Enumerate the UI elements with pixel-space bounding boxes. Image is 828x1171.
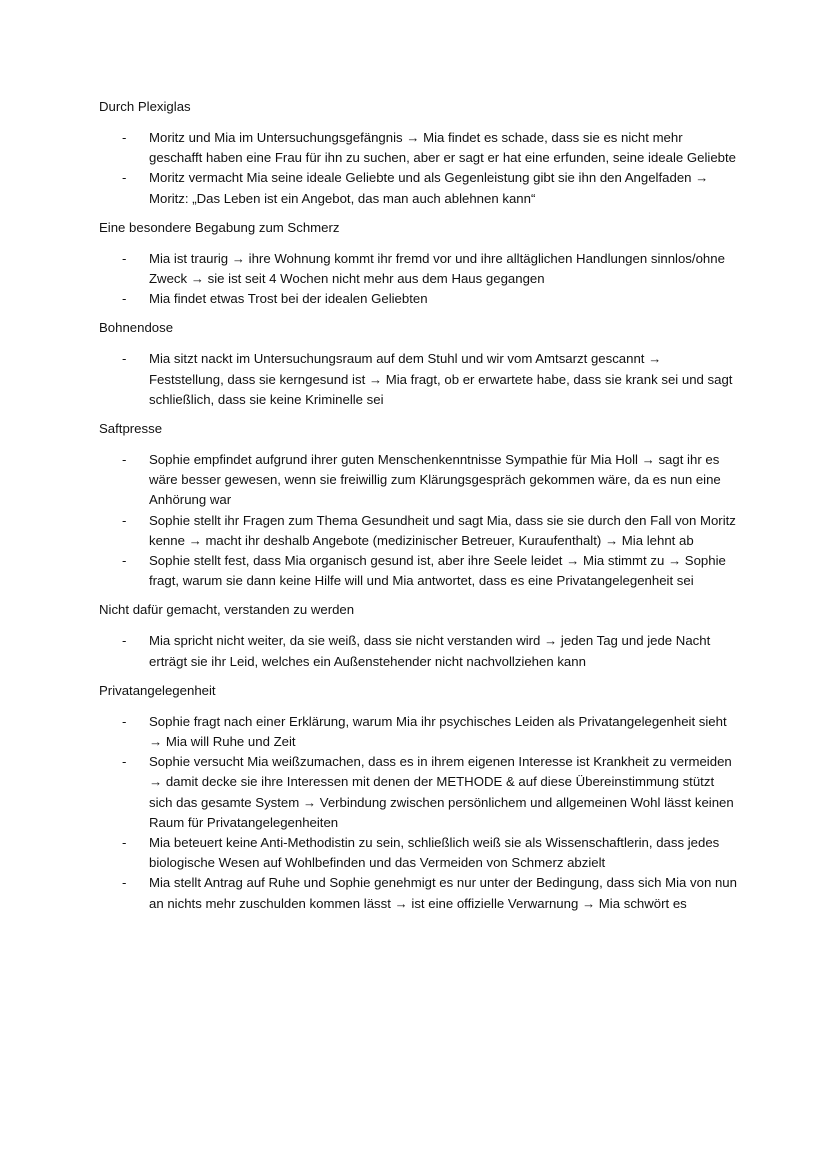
bullet-list [99,631,739,671]
list-item-text: Mia stellt Antrag auf Ruhe und Sophie genehmigt es nur unter der Bedingung, dass sich Mia von nun an nichts mehr zuschulden kommen lässt → ist eine offizielle Verwarnung → Mia schwört es [149,875,737,911]
dash-bullet: - [122,250,127,266]
list-item [99,833,739,873]
dash-bullet: - [122,170,127,186]
list-item-text: Sophie stellt ihr Fragen zum Thema Gesundheit und sagt Mia, dass sie sie durch den Fall von Moritz kenne → macht ihr deshalb Angebote (medizinischer Betreuer, Kuraufenthalt) → Mia lehnt ab [149,512,736,548]
bullet-list [99,712,739,914]
dash-bullet: - [122,553,127,569]
list-item [99,289,739,309]
list-item [99,511,739,551]
list-item [99,128,739,168]
list-item [99,712,739,752]
bullet-list [99,349,739,410]
list-item-text: Sophie stellt fest, dass Mia organisch gesund ist, aber ihre Seele leidet → Mia stimmt zu → Sophie fragt, warum sie dann keine Hilfe will und Mia antwortet, dass es eine Privatangelegenheit sei [149,553,726,589]
list-item-text: Sophie fragt nach einer Erklärung, warum Mia ihr psychisches Leiden als Privatangelegenheit sieht → Mia will Ruhe und Zeit [149,713,727,750]
list-item-text: Mia beteuert keine Anti-Methodistin zu sein, schließlich weiß sie als Wissenschaftlerin, dass jedes biologische Wesen auf Wohlbefinden und das Vermeiden von Schmerz abzielt [149,835,720,871]
section-begabung-zum-schmerz [99,218,739,310]
list-item [99,631,739,671]
section-durch-plexiglas [99,97,739,209]
list-item [99,349,739,410]
list-item [99,551,739,591]
dash-bullet: - [122,875,127,891]
section-privatangelegenheit [99,681,739,914]
list-item-text: Moritz vermacht Mia seine ideale Geliebte und als Gegenleistung gibt sie ihn den Angelfaden → Moritz: „Das Leben ist ein Angebot, das man auch ablehnen kann“ [149,170,709,206]
bullet-list [99,128,739,209]
dash-bullet: - [122,713,127,729]
list-item [99,752,739,833]
dash-bullet: - [122,291,127,307]
dash-bullet: - [122,633,127,649]
document-content [99,97,739,923]
section-heading: Nicht dafür gemacht, verstanden zu werden [99,602,355,618]
dash-bullet: - [122,512,127,528]
section-heading: Privatangelegenheit [99,682,216,698]
list-item-text: Mia spricht nicht weiter, da sie weiß, dass sie nicht verstanden wird → jeden Tag und jede Nacht erträgt sie ihr Leid, welches ein Außenstehender nicht nachvollziehen kann [149,633,711,669]
list-item-text: Sophie empfindet aufgrund ihrer guten Menschenkenntnisse Sympathie für Mia Holl → sagt ihr es wäre besser gewesen, wenn sie freiwillig zum Klärungsgespräch gekommen wäre, da es nun eine Anhörung war [149,452,721,508]
list-item-text: Sophie versucht Mia weißzumachen, dass es in ihrem eigenen Interesse ist Krankheit zu vermeiden → damit decke sie ihre Interessen mit denen der METHODE & auf diese Übereinstimmung stützt sich das gesamte System → Verbindung zwischen persönlichem und allgemeinen Wohl lässt keinen Raum für Privatangelegenheiten [149,754,734,830]
list-item [99,168,739,208]
dash-bullet: - [122,452,127,468]
section-heading: Eine besondere Begabung zum Schmerz [99,219,340,235]
section-heading: Saftpresse [99,421,163,437]
dash-bullet: - [122,754,127,770]
section-nicht-verstanden [99,600,739,671]
section-heading: Durch Plexiglas [99,99,191,114]
bullet-list [99,450,739,591]
list-item [99,249,739,289]
bullet-list [99,249,739,310]
list-item-text: Moritz und Mia im Untersuchungsgefängnis → Mia findet es schade, dass sie es nicht mehr geschafft haben eine Frau für ihn zu suchen, aber er sagt er hat eine erfunden, seine ideale Geliebte [149,130,736,166]
dash-bullet: - [122,130,127,145]
list-item-text: Mia ist traurig → ihre Wohnung kommt ihr fremd vor und ihre alltäglichen Handlungen sinnlos/ohne Zweck → sie ist seit 4 Wochen nicht mehr aus dem Haus gegangen [149,250,725,287]
dash-bullet: - [122,835,127,851]
list-item [99,450,739,511]
list-item [99,873,739,913]
section-saftpresse [99,419,739,591]
list-item-text: Mia sitzt nackt im Untersuchungsraum auf dem Stuhl und wir vom Amtsarzt gescannt → Feststellung, dass sie kerngesund ist → Mia fragt, ob er erwartete habe, dass sie krank sei und sagt schließlich, dass sie keine Kriminelle sei [149,351,733,407]
dash-bullet: - [122,351,127,367]
list-item-text: Mia findet etwas Trost bei der idealen Geliebten [149,291,428,307]
section-heading: Bohnendose [99,320,174,336]
section-bohnendose [99,318,739,410]
